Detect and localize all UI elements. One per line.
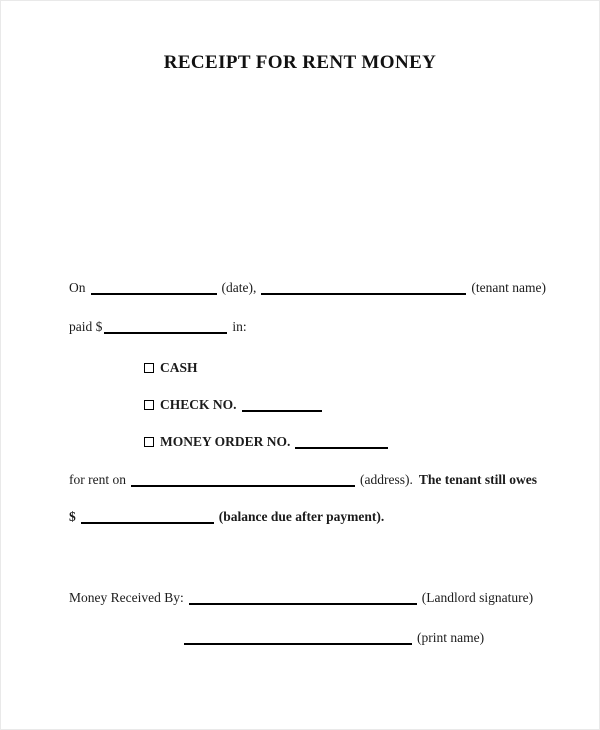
address-blank[interactable] — [131, 474, 355, 487]
print-name-blank[interactable] — [184, 632, 412, 645]
print-name-label: (print name) — [417, 630, 485, 645]
date-blank[interactable] — [91, 282, 217, 295]
money-order-label: MONEY ORDER NO. — [160, 434, 291, 449]
amount-line-prefix: paid $ — [69, 319, 103, 334]
date-tenant-line — [69, 280, 546, 296]
money-order-checkbox[interactable] — [144, 437, 154, 447]
money-order-no-blank[interactable] — [295, 436, 388, 449]
balance-label: (balance due after payment). — [218, 509, 385, 524]
payment-option-check — [144, 397, 327, 413]
rent-address-line — [69, 472, 537, 488]
landlord-signature-label: (Landlord signature) — [421, 590, 534, 605]
money-received-line — [69, 590, 533, 606]
cash-checkbox[interactable] — [144, 363, 154, 373]
cash-label: CASH — [160, 360, 198, 375]
date-label: (date), — [221, 280, 257, 295]
tenant-owes-text: The tenant still owes — [418, 472, 537, 487]
print-name-line — [184, 630, 484, 646]
amount-blank[interactable] — [104, 321, 227, 334]
balance-blank[interactable] — [81, 511, 214, 524]
check-no-label: CHECK NO. — [160, 397, 237, 412]
amount-line-suffix: in: — [232, 319, 247, 334]
landlord-signature-blank[interactable] — [189, 592, 417, 605]
tenant-name-label: (tenant name) — [471, 280, 546, 295]
page-title: RECEIPT FOR RENT MONEY — [163, 52, 437, 73]
amount-line — [69, 319, 247, 335]
balance-line-prefix: $ — [69, 509, 76, 524]
check-no-checkbox[interactable] — [144, 400, 154, 410]
received-line-prefix: Money Received By: — [69, 590, 184, 605]
payment-option-money-order — [144, 434, 393, 450]
date-line-prefix: On — [69, 280, 86, 295]
payment-option-cash — [144, 360, 198, 376]
check-no-blank[interactable] — [242, 399, 322, 412]
address-label: (address). — [359, 472, 413, 487]
balance-line — [69, 509, 384, 525]
tenant-name-blank[interactable] — [261, 282, 466, 295]
rent-line-prefix: for rent on — [69, 472, 126, 487]
